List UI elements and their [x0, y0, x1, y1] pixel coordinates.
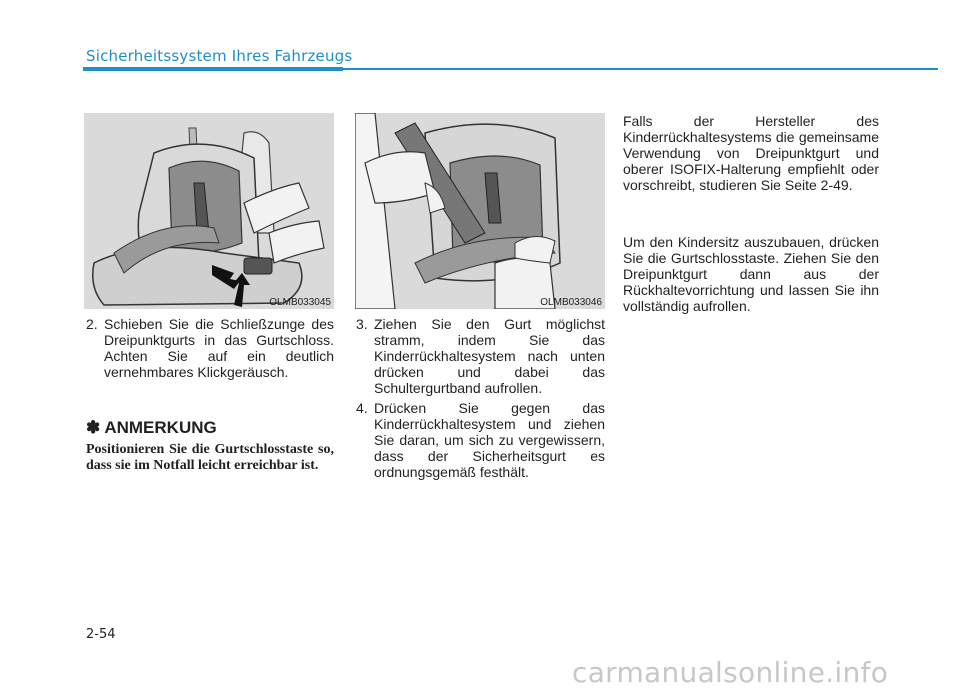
- page-number: 2-54: [86, 627, 116, 642]
- step-4: [356, 400, 605, 480]
- note-body: Positionieren Sie die Gurtschlosstaste so, dass sie im Notfall leicht erreichbar ist.: [86, 442, 334, 473]
- header-rule: [343, 68, 938, 70]
- step-number: 3.: [356, 316, 368, 332]
- section-title: Sicherheitssystem Ihres Fahrzeugs: [86, 47, 353, 65]
- step-2: [86, 316, 334, 380]
- paragraph-removal: Um den Kindersitz auszubauen, drücken Sie die Gurtschlosstaste. Ziehen Sie den Dreipunktgurt dann aus der Rückhaltevorrichtung und lassen Sie ihn vollständig aufrollen.: [623, 234, 879, 314]
- belt-tightening-illustration: [355, 113, 605, 309]
- header-accent-bar: [83, 67, 343, 71]
- step-text: Ziehen Sie den Gurt möglichst stramm, indem Sie das Kinderrückhaltesystem nach unten drücken und dabei das Schultergurtband aufrollen.: [374, 316, 605, 396]
- step-3: [356, 316, 605, 396]
- figure-code: OLMB033045: [269, 297, 331, 308]
- step-number: 2.: [86, 316, 98, 332]
- figure-buckle-seatbelt: [84, 113, 334, 309]
- watermark: carmanualsonline.info: [572, 656, 889, 689]
- figure-code: OLMB033046: [540, 297, 602, 308]
- step-number: 4.: [356, 400, 368, 416]
- paragraph-isofix: Falls der Hersteller des Kinderrückhaltesystems die gemeinsame Verwendung von Dreipunktgurt und oberer ISOFIX-Halterung empfiehlt oder vorschreibt, studieren Sie Seite 2-49.: [623, 113, 879, 193]
- note-heading: ✽ ANMERKUNG: [86, 418, 217, 437]
- step-text: Drücken Sie gegen das Kinderrückhaltesystem und ziehen Sie daran, um sich zu vergewissern, dass der Sicherheitsgurt es ordnungsgemäß festhält.: [374, 400, 605, 480]
- child-seat-illustration: [84, 113, 334, 309]
- step-text: Schieben Sie die Schließzunge des Dreipunktgurts in das Gurtschloss. Achten Sie auf ein deutlich vernehmbares Klickgeräusch.: [104, 316, 334, 380]
- figure-tighten-belt: [355, 113, 605, 309]
